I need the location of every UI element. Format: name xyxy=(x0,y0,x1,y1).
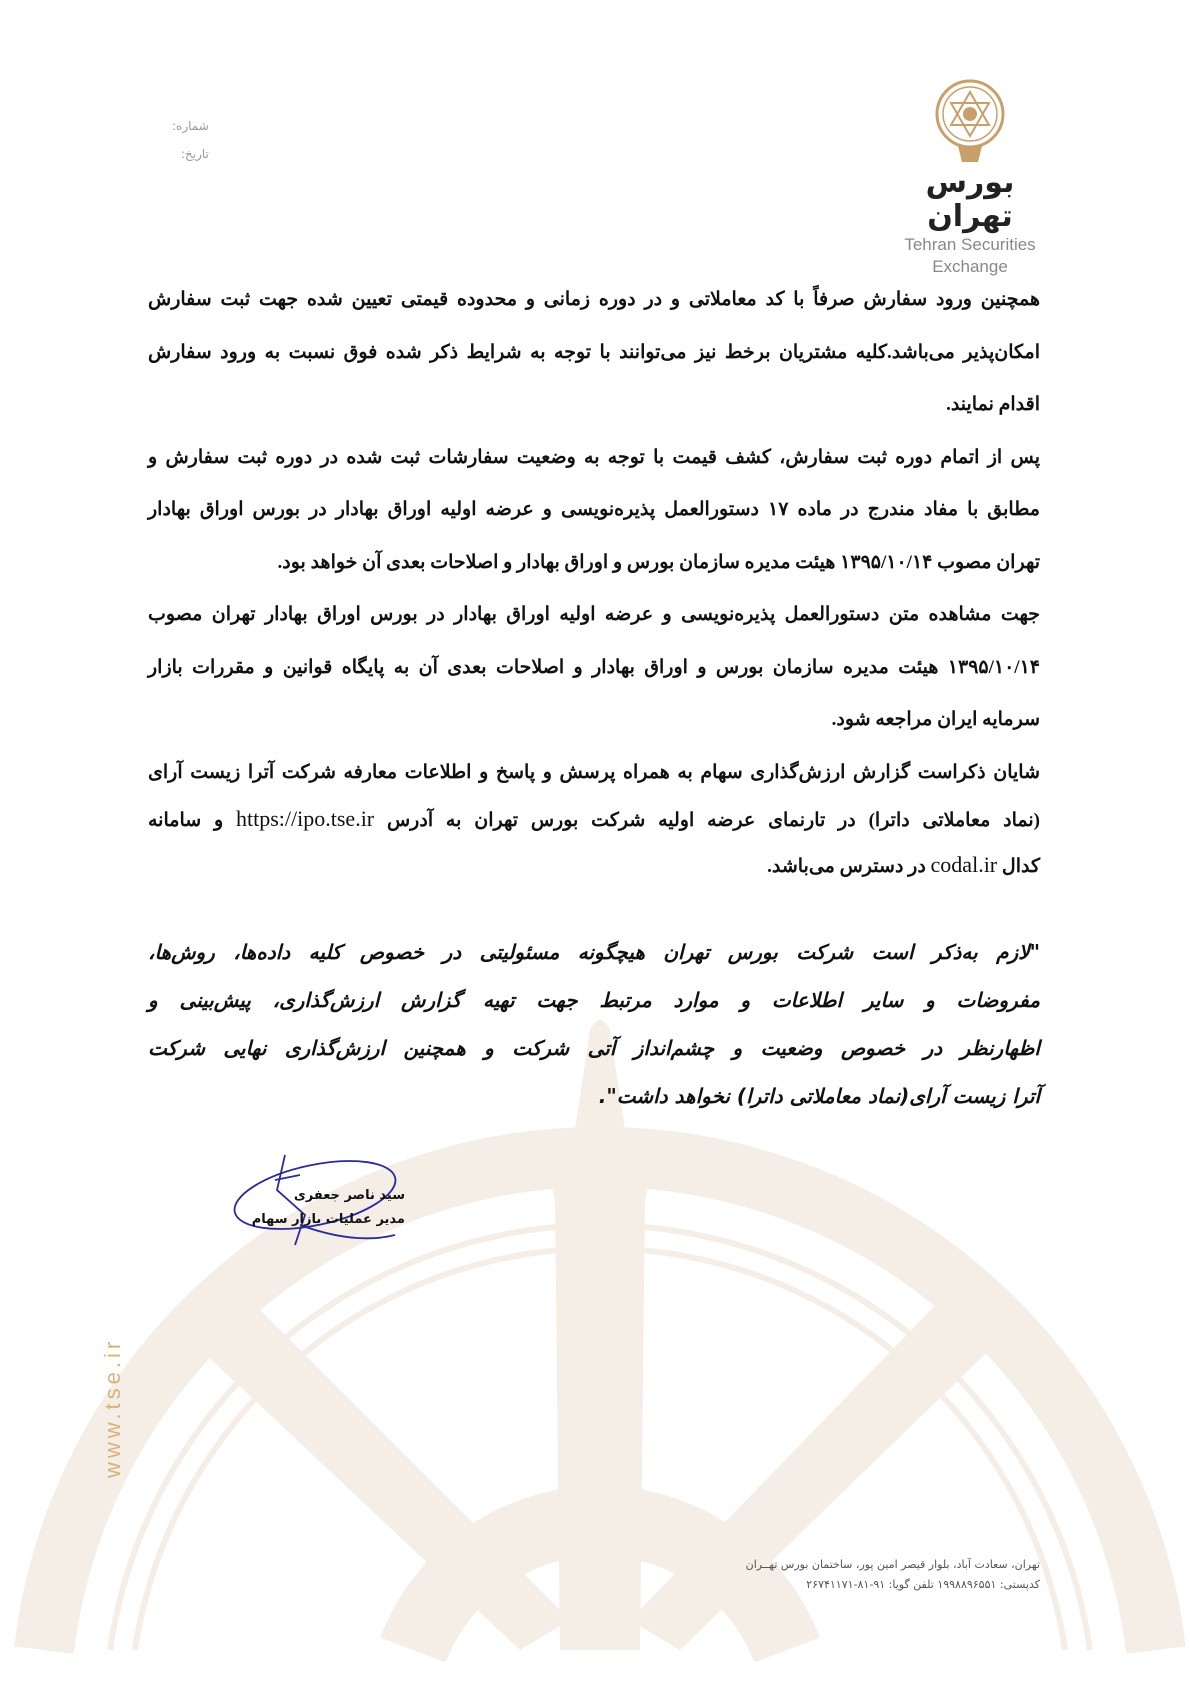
signature-block xyxy=(205,1150,435,1250)
disclaimer-line: اظهارنظر در خصوص وضعیت و چشم‌انداز آتی شرکت و همچنین ارزش‌گذاری نهایی شرکت xyxy=(148,1036,1040,1060)
body-line: مطابق با مفاد مندرج در ماده ۱۷ دستورالعمل پذیره‌نویسی و عرضه اولیه اوراق بهادار در بورس اوراق بهادار xyxy=(148,499,1040,520)
body-line: همچنین ورود سفارش صرفاً با کد معاملاتی و در دوره زمانی و محدوده قیمتی تعیین شده جهت ثبت سفارش xyxy=(148,289,1040,310)
body-line: ۱۳۹۵/۱۰/۱۴ هیئت مدیره سازمان بورس و اوراق بهادار و اصلاحات بعدی آن به پایگاه قوانین و مقررات بازار xyxy=(148,656,1040,678)
body-line xyxy=(148,799,1040,845)
address-line: تهران، سعادت آباد، بلوار قیصر امین پور، ساختمان بورس تهــران xyxy=(745,1558,1040,1571)
signatory-title: مدیر عملیات بازار سهام xyxy=(251,1212,405,1227)
text: (نماد معاملاتی داترا) در تارنمای عرضه اولیه شرکت بورس تهران به آدرس xyxy=(386,809,1041,831)
signatory-name: سید ناصر جعفری xyxy=(293,1188,405,1203)
disclaimer xyxy=(148,932,1040,1124)
disclaimer-line: مفروضات و سایر اطلاعات و موارد مرتبط جهت تهیه گزارش ارزش‌گذاری، پیش‌بینی و xyxy=(148,988,1040,1012)
logo-english-line2: Exchange xyxy=(932,257,1008,276)
body-line: شایان ذکراست گزارش ارزش‌گذاری سهام به همراه پرسش و پاسخ و اطلاعات معارفه شرکت آترا زیست آرای xyxy=(148,761,1040,783)
body-line: تهران مصوب ۱۳۹۵/۱۰/۱۴ هیئت مدیره سازمان بورس و اوراق بهادار و اصلاحات بعدی آن خواهد بود. xyxy=(277,551,1040,573)
number-label: شماره: xyxy=(172,119,209,133)
body-line: پس از اتمام دوره ثبت سفارش، کشف قیمت با توجه به وضعیت سفارشات ثبت شده در دوره ثبت سفارش و xyxy=(148,446,1041,468)
tse-logo xyxy=(900,78,1040,278)
text: در دسترس می‌باشد. xyxy=(767,855,926,877)
side-website: www.tse.ir xyxy=(100,1337,125,1478)
letter-body xyxy=(148,280,1040,897)
codal-link[interactable]: codal.ir xyxy=(930,851,998,877)
wheel-spoke xyxy=(180,1280,570,1650)
body-line: جهت مشاهده متن دستورالعمل پذیره‌نویسی و عرضه اولیه اوراق بهادار در بورس اوراق بهادار تهران مصوب xyxy=(148,604,1040,625)
text: و سامانه xyxy=(148,809,224,831)
body-line: سرمایه ایران مراجعه شود. xyxy=(831,709,1040,730)
body-line: امکان‌پذیر می‌باشد.کلیه مشتریان برخط نیز می‌توانند با توجه به شرایط ذکر شده فوق نسبت به ورود سفارش xyxy=(148,341,1040,363)
body-line: اقدام نمایند. xyxy=(946,394,1040,415)
disclaimer-line: آترا زیست آرای(نماد معاملاتی داترا) نخواهد داشت". xyxy=(598,1084,1040,1108)
logo-english-line1: Tehran Securities xyxy=(904,235,1036,254)
contact-line: کدپستی: ۱۹۹۸۸۹۶۵۵۱ تلفن گویا: ۹۱-۸۱-۲۶۷۴۱۱۷۱ xyxy=(806,1578,1040,1591)
ipo-link[interactable]: https://ipo.tse.ir xyxy=(236,805,375,831)
text: کدال xyxy=(1001,855,1040,877)
tse-seal-icon xyxy=(934,78,1006,164)
footer-address xyxy=(746,1555,1040,1595)
date-label: تاریخ: xyxy=(180,147,209,161)
letter-meta xyxy=(172,112,209,168)
body-line xyxy=(148,845,1040,898)
disclaimer-line: "لازم به‌ذکر است شرکت بورس تهران هیچگونه مسئولیتی در خصوص کلیه داده‌ها، روش‌ها، xyxy=(148,940,1040,964)
logo-persian-name: بورس تهران xyxy=(925,165,1015,234)
